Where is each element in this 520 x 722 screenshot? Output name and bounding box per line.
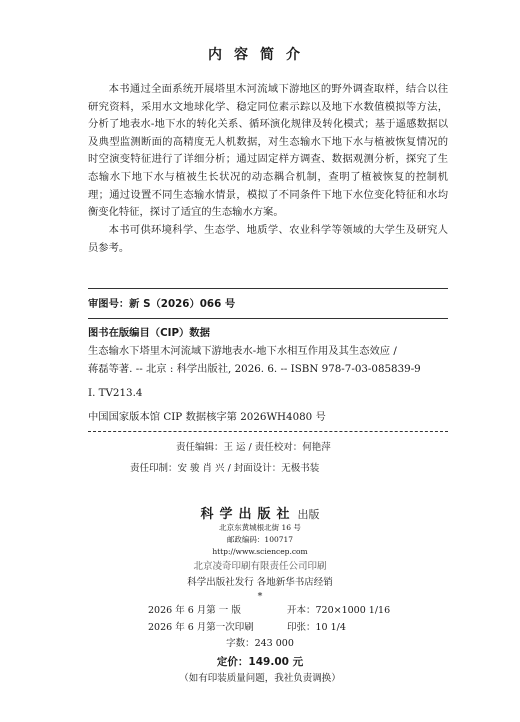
word-count: 字数：243 000	[226, 638, 294, 649]
quality-notice: （如有印装质量问题，我社负责调换）	[179, 673, 341, 684]
cip-classification: Ⅰ. TV213.4	[88, 387, 143, 399]
publisher-line	[0, 503, 520, 522]
map-approval-number: 审图号：新 S（2026）066 号	[88, 298, 236, 310]
publisher-website: http://www.sciencep.com	[212, 547, 308, 556]
distribution-info: 科学出版社发行 各地新华书店经销	[187, 577, 333, 588]
sheets-info: 印张：10 1/4	[287, 622, 346, 633]
cip-line-2: 蒋磊等著. -- 北京 : 科学出版社, 2026. 6. -- ISBN 978-7-03-085839-9	[88, 363, 421, 375]
divider-cip	[88, 318, 448, 319]
publisher-address: 北京东黄城根北街 16 号	[219, 523, 301, 532]
format-info: 开本：720×1000 1/16	[287, 605, 391, 616]
cip-heading: 图书在版编目（CIP）数据	[88, 327, 210, 339]
cip-line-1: 生态输水下塔里木河流域下游地表水-地下水相互作用及其生态效应 /	[88, 345, 397, 357]
cip-record-number: 中国国家版本馆 CIP 数据核字第 2026WH4080 号	[88, 411, 326, 423]
intro-paragraph-1: 本书通过全面系统开展塔里木河流域下游地区的野外调查取样，结合以往研究资料，采用水文地球化学、稳定同位素示踪以及地下水数值模拟等方法，分析了地表水-地下水的转化关系、循环演化规律及转化模式；基于遥感数据以及典型监测断面的高精度无人机数据，对生态输水下地下水与植被恢复情况的时空演变特征进行了详细分析；通过固定样方调查、数据观测分析，探究了生态输水下地下水与植被生长状况的动态耦合机制，查明了植被恢复的控制机理；通过设置不同生态输水情景，模拟了不同条件下地下水位变化特征和水均衡变化特征，探讨了适宜的生态输水方案。	[88, 83, 448, 219]
edition-date: 2026 年 6 月第 一 版	[148, 605, 241, 616]
divider-dashed	[88, 431, 448, 432]
page-title: 内容简介	[208, 47, 312, 63]
printer-name: 北京凌奇印刷有限责任公司印刷	[193, 561, 327, 572]
print-date: 2026 年 6 月第一次印刷	[148, 622, 254, 633]
separator-star: *	[257, 591, 263, 602]
divider-top	[88, 288, 448, 289]
publisher-postcode: 邮政编码：100717	[226, 535, 294, 544]
credits-production: 责任印制：安 骏 肖 兴 / 封面设计：无极书装	[130, 463, 320, 474]
credits-editors: 责任编辑：王 运 / 责任校对：何艳萍	[176, 442, 331, 453]
publisher-logo: 科学出版社	[200, 507, 296, 522]
intro-paragraph-2: 本书可供环境科学、生态学、地质学、农业科学等领域的大学生及研究人员参考。	[88, 224, 448, 254]
publisher-suffix: 出版	[297, 508, 320, 521]
price: 定价：149.00 元	[216, 656, 304, 668]
